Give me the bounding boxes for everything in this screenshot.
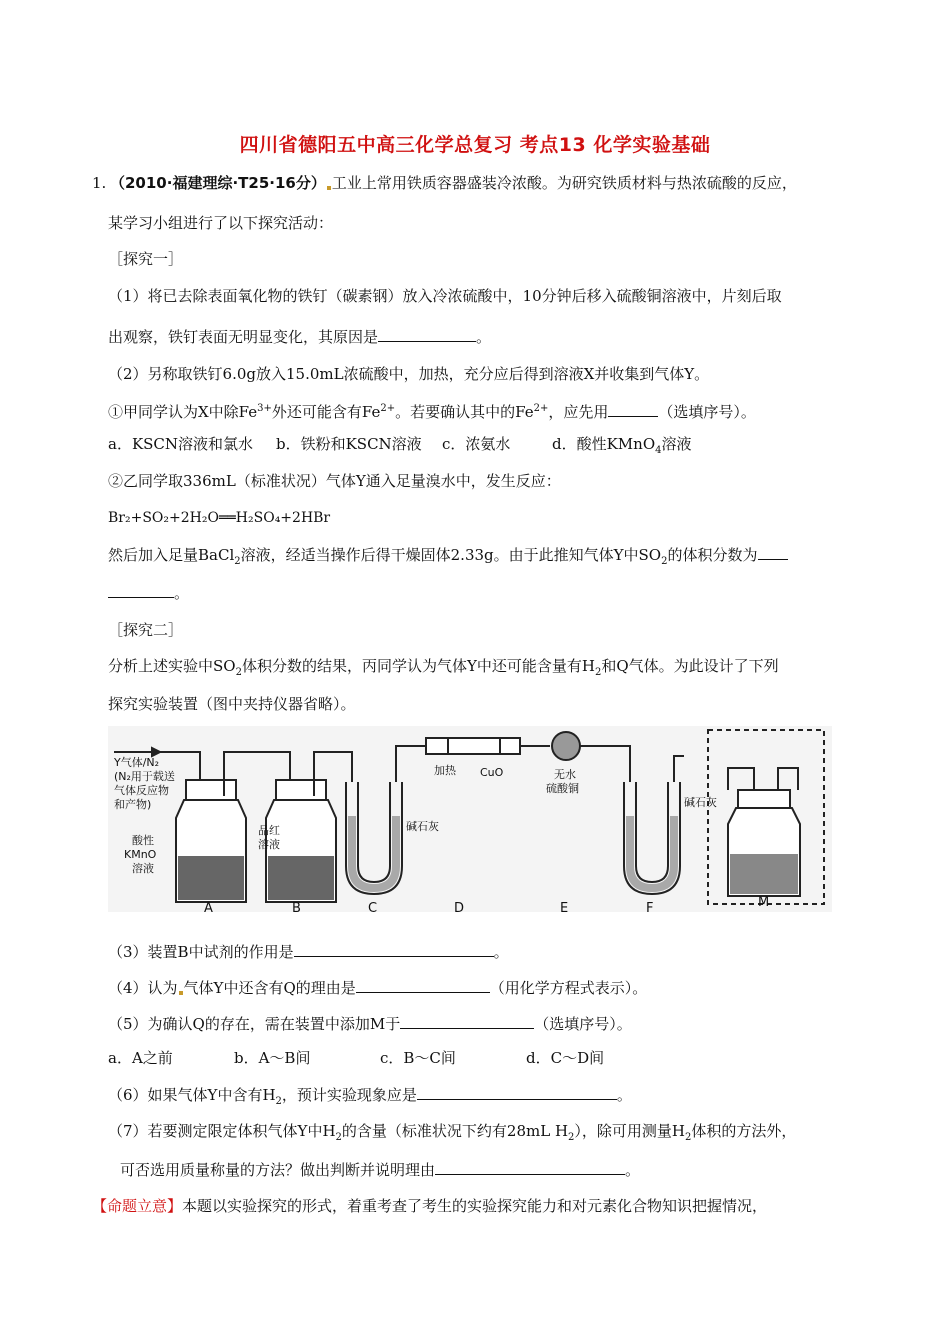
- part-1-text: 出观察，铁钉表面无明显变化，其原因是: [108, 328, 379, 346]
- part-2-3-cont: 。: [108, 582, 189, 603]
- text-seg: d．酸性KMnO: [552, 435, 656, 453]
- reaction-equation: Br₂+SO₂+2H₂O══H₂SO₄+2HBr: [108, 510, 331, 526]
- subscript: 2: [594, 667, 602, 678]
- option-d: [552, 434, 692, 461]
- intro-line-2: 某学习小组进行了以下探究活动：: [108, 214, 334, 232]
- text-seg: 分析上述实验中SO: [108, 657, 236, 675]
- text-seg: （3）装置B中试剂的作用是: [108, 943, 294, 961]
- inquiry-1-heading: ［探究一］: [108, 250, 184, 268]
- question-7-line-2: 可否选用质量称量的方法？做出判断并说明理由 。: [120, 1161, 641, 1179]
- label-b: B: [292, 901, 301, 912]
- q5-option-c: c．B～C间: [380, 1049, 456, 1067]
- intent-label: 【命题立意】: [92, 1197, 183, 1215]
- cuo-label: CuO: [480, 766, 504, 779]
- inlet-label-3: 气体反应物: [114, 784, 169, 797]
- subscript: 2: [568, 1132, 575, 1143]
- subscript: 4: [655, 445, 662, 456]
- text-seg: 然后加入足量BaCl: [108, 546, 235, 564]
- question-source: （2010·福建理综·T25·16分）: [110, 174, 326, 192]
- intent-paragraph: [92, 1196, 767, 1216]
- text-seg: 的含量（标准状况下约有28mL H: [341, 1122, 569, 1140]
- mark-dot: [327, 186, 331, 190]
- text-seg: （4）认为: [108, 979, 178, 997]
- inquiry-2-heading: ［探究二］: [108, 621, 184, 639]
- apparatus-diagram: [108, 726, 832, 912]
- superscript: 3+: [257, 403, 272, 414]
- subscript: 2: [661, 556, 668, 567]
- reagent-a-label-2: KMnO: [124, 848, 157, 861]
- answer-blank-q7[interactable]: [435, 1159, 625, 1175]
- label-f: F: [646, 901, 654, 912]
- reagent-a-label-3: 溶液: [132, 862, 154, 875]
- mark-dot: [179, 991, 183, 995]
- reagent-b-label-2: 溶液: [258, 838, 280, 851]
- text-seg: ），除可用测量H: [574, 1122, 685, 1140]
- text-seg: 外还可能含有Fe: [271, 403, 381, 421]
- question-4: [108, 977, 647, 998]
- answer-blank-2[interactable]: [608, 401, 658, 417]
- label-c: C: [368, 901, 378, 912]
- question-intro: [110, 173, 797, 193]
- text-seg: （7）若要测定限定体积气体Y中H: [108, 1122, 336, 1140]
- question-number: 1.: [92, 174, 107, 192]
- subscript: 2: [685, 1132, 692, 1143]
- q5-option-b: b．A～B间: [234, 1049, 311, 1067]
- intent-text: 本题以实验探究的形式，着重考查了考生的实验探究能力和对元素化合物知识把握情况，: [182, 1197, 768, 1215]
- question-5: [108, 1013, 632, 1034]
- answer-blank-3b[interactable]: [108, 582, 174, 598]
- text-seg: ①甲同学认为X中除Fe: [108, 403, 258, 421]
- soda-lime-f-label: 碱石灰: [684, 796, 717, 809]
- part-3-line: [108, 656, 779, 683]
- text-seg: ，预计实验现象应是: [281, 1086, 417, 1104]
- subscript: 2: [234, 556, 241, 567]
- text-seg: （选填序号）。: [534, 1015, 632, 1033]
- option-b: b．铁粉和KSCN溶液: [276, 435, 422, 453]
- question-7: [108, 1121, 796, 1148]
- part-2-3-line: [108, 544, 788, 572]
- label-m: M: [758, 895, 770, 910]
- q5-option-a: a．A之前: [108, 1049, 173, 1067]
- question-3: （3）装置B中试剂的作用是 。: [108, 943, 509, 961]
- options-line: [108, 434, 692, 461]
- text-seg: 溶液: [661, 435, 692, 453]
- inlet-label-2: (N₂用于载送: [114, 770, 175, 783]
- text-seg: 溶液，经适当操作后得干燥固体2.33g。由于此推知气体Y中SO: [240, 546, 662, 564]
- text-seg: （用化学方程式表示）。: [489, 979, 648, 997]
- part-2-line: （2）另称取铁钉6.0g放入15.0mL浓硫酸中，加热，充分应后得到溶液X并收集到气体Y。: [108, 365, 710, 383]
- superscript: 2+: [533, 403, 549, 414]
- subscript: 2: [275, 1096, 282, 1107]
- part-1-line-a: （1）将已去除表面氧化物的铁钉（碳素钢）放入冷浓硫酸中，10分钟后移入硫酸铜溶液中，片刻后取: [108, 287, 782, 305]
- question-6: （6）如果气体Y中含有$H_2$，预计实验现象应是 。: [108, 1086, 632, 1107]
- answer-blank-q6[interactable]: [417, 1084, 617, 1100]
- reagent-a-label-1: 酸性: [132, 834, 154, 847]
- q5-option-d: d．C～D间: [526, 1049, 605, 1067]
- text-seg: （5）为确认Q的存在，需在装置中添加M于: [108, 1015, 401, 1033]
- label-a: A: [204, 901, 213, 912]
- inlet-label-4: 和产物): [114, 798, 152, 811]
- soda-lime-c-label: 碱石灰: [406, 820, 439, 833]
- text-seg: 体积的方法外，: [691, 1122, 797, 1140]
- part-3-line-2: 探究实验装置（图中夹持仪器省略）。: [108, 695, 356, 713]
- subscript: 2: [335, 1132, 342, 1143]
- reagent-b-label-1: 品红: [258, 824, 280, 837]
- answer-blank-q5[interactable]: [400, 1013, 534, 1029]
- superscript: 2+: [380, 403, 396, 414]
- anhydrous-label-1: 无水: [554, 768, 576, 781]
- part-1-line-b: 出观察，铁钉表面无明显变化，其原因是 。: [108, 328, 492, 346]
- option-a: a．KSCN溶液和氯水: [108, 435, 254, 453]
- q5-options: [108, 1048, 604, 1068]
- text-seg: 可否选用质量称量的方法？做出判断并说明理由: [120, 1161, 436, 1179]
- label-d: D: [454, 901, 465, 912]
- text-seg: （6）如果气体Y中含有H: [108, 1086, 276, 1104]
- text-seg: 的体积分数为: [667, 546, 758, 564]
- page-title: 四川省德阳五中高三化学总复习 考点13 化学实验基础: [239, 134, 711, 156]
- text-seg: ，应先用: [548, 403, 609, 421]
- inlet-label-1: Y气体/N₂: [114, 756, 160, 769]
- apparatus-figure: [108, 726, 832, 912]
- text-seg: （选填序号）。: [658, 403, 756, 421]
- answer-blank-q4[interactable]: [356, 977, 490, 993]
- label-e: E: [560, 901, 569, 912]
- text-seg: 气体Y中还含有Q的理由是: [183, 979, 356, 997]
- intro-text: 工业上常用铁质容器盛装冷浓酸。为研究铁质材料与热浓硫酸的反应，: [331, 174, 797, 192]
- heat-label: 加热: [434, 764, 456, 777]
- part-2-1-line: [108, 399, 756, 422]
- option-c: c．浓氨水: [442, 435, 511, 453]
- text-seg: 和Q气体。为此设计了下列: [601, 657, 779, 675]
- answer-blank-3a[interactable]: [758, 544, 788, 560]
- text-seg: 。若要确认其中的Fe: [395, 403, 534, 421]
- subscript: 2: [235, 667, 242, 678]
- answer-blank-q3[interactable]: [294, 941, 494, 957]
- text-seg: 体积分数的结果，丙同学认为气体Y中还可能含量有H: [241, 657, 595, 675]
- answer-blank-1[interactable]: [378, 326, 476, 342]
- anhydrous-label-2: 硫酸铜: [546, 782, 579, 795]
- part-2-2-line: ②乙同学取336mL（标准状况）气体Y通入足量溴水中，发生反应：: [108, 472, 561, 490]
